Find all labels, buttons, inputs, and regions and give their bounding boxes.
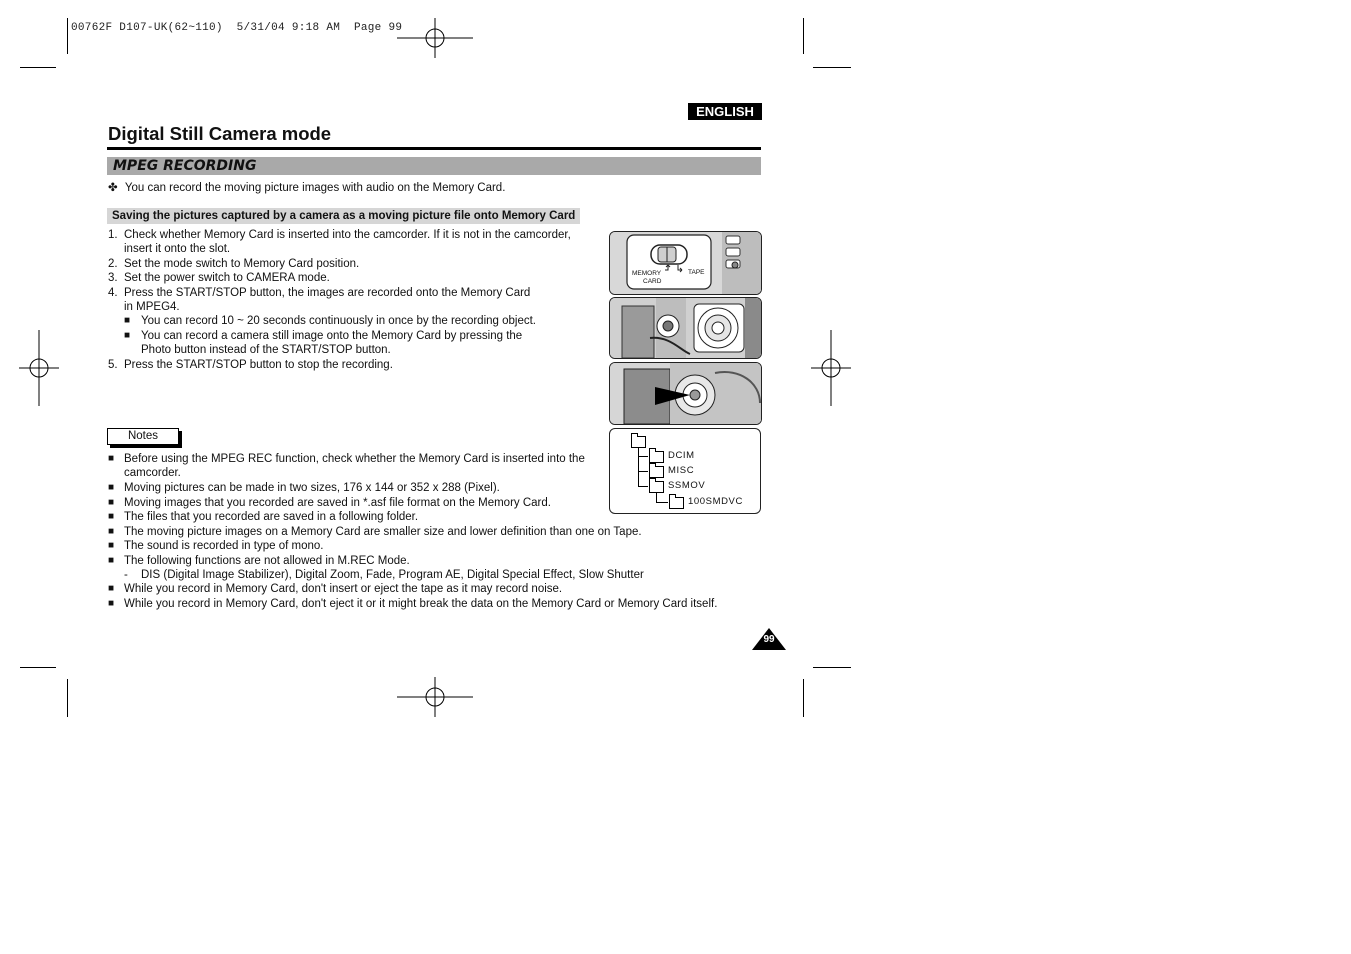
- tree-connector: [656, 502, 668, 503]
- page-number: 99: [763, 634, 775, 645]
- step-text: Press the START/STOP button, the images are recorded onto the Memory Card: [124, 287, 531, 299]
- mode-switch-illustration: [609, 231, 762, 295]
- intro-bullet-icon: ✤: [108, 182, 118, 194]
- bullet-icon: ■: [108, 555, 115, 566]
- switch-label-card: CARD: [643, 278, 662, 285]
- bullet-icon: ■: [108, 540, 115, 551]
- bullet-icon: ■: [124, 330, 131, 341]
- registration-mark-icon: [811, 330, 851, 406]
- section-title: MPEG RECORDING: [113, 158, 257, 174]
- note-text: The moving picture images on a Memory Card are smaller size and lower definition than one on Tape.: [124, 526, 642, 538]
- step-number: 5.: [108, 359, 118, 371]
- crop-mark: [67, 679, 68, 717]
- bullet-icon: ■: [108, 511, 115, 522]
- procedure-subheading: Saving the pictures captured by a camera as a moving picture file onto Memory Card: [107, 208, 580, 224]
- crop-mark: [803, 679, 804, 717]
- folder-label-ssmov: SSMOV: [668, 480, 706, 491]
- step-number: 2.: [108, 258, 118, 270]
- tree-connector: [656, 492, 657, 502]
- note-text: The following functions are not allowed in M.REC Mode.: [124, 555, 410, 567]
- tree-connector: [638, 456, 648, 457]
- bullet-icon: ■: [124, 315, 131, 326]
- note-text: The sound is recorded in type of mono.: [124, 540, 324, 552]
- bullet-icon: ■: [108, 526, 115, 537]
- crop-mark: [20, 667, 56, 668]
- note-text: While you record in Memory Card, don't eject it or it might break the data on the Memory Card or Memory Card itself.: [124, 598, 718, 610]
- switch-label-memory: MEMORY: [632, 270, 662, 277]
- step-text: in MPEG4.: [124, 301, 180, 313]
- camcorder-switch-icon: [610, 232, 761, 294]
- step-number: 4.: [108, 287, 118, 299]
- crop-mark: [67, 18, 68, 54]
- crop-mark: [20, 67, 56, 68]
- misc-folder-icon: [649, 466, 664, 478]
- tree-connector: [638, 471, 648, 472]
- step-subnote: You can record 10 ~ 20 seconds continuously in once by the recording object.: [141, 315, 536, 327]
- switch-label-tape: TAPE: [688, 269, 705, 276]
- note-text: The files that you recorded are saved in a following folder.: [124, 511, 419, 523]
- crop-mark: [803, 18, 804, 54]
- bullet-icon: ■: [108, 482, 115, 493]
- language-badge: ENGLISH: [688, 103, 762, 120]
- note-text: While you record in Memory Card, don't insert or eject the tape as it may record noise.: [124, 583, 563, 595]
- smdvc-folder-icon: [669, 497, 684, 509]
- print-header: 00762F D107-UK(62~110) 5/31/04 9:18 AM Page 99: [71, 22, 403, 34]
- bullet-icon: ■: [108, 497, 115, 508]
- tree-connector: [638, 447, 639, 486]
- crop-mark: [813, 667, 851, 668]
- step-text: insert it onto the slot.: [124, 243, 231, 255]
- step-text: Set the power switch to CAMERA mode.: [124, 272, 330, 284]
- step-subnote: Photo button instead of the START/STOP button.: [141, 344, 391, 356]
- crop-mark: [813, 67, 851, 68]
- note-text: Moving pictures can be made in two sizes, 176 x 144 or 352 x 288 (Pixel).: [124, 482, 500, 494]
- page-title: Digital Still Camera mode: [108, 123, 332, 144]
- step-number: 1.: [108, 229, 118, 241]
- intro-line: [108, 180, 505, 194]
- intro-text: You can record the moving picture images with audio on the Memory Card.: [124, 182, 506, 194]
- folder-label-dcim: DCIM: [668, 450, 695, 461]
- step-text: Set the mode switch to Memory Card position.: [124, 258, 360, 270]
- note-subtext: DIS (Digital Image Stabilizer), Digital Zoom, Fade, Program AE, Digital Special Effect, Slow Shutter: [141, 569, 644, 581]
- note-text: Moving images that you recorded are saved in *.asf file format on the Memory Card.: [124, 497, 551, 509]
- dcim-folder-icon: [649, 451, 664, 463]
- bullet-icon: ■: [108, 598, 115, 609]
- notes-label: Notes: [107, 428, 179, 445]
- title-rule: [107, 147, 761, 150]
- power-switch-illustration: [609, 297, 762, 359]
- registration-mark-icon: [19, 330, 59, 406]
- folder-label-100smdvc: 100SMDVC: [688, 496, 743, 507]
- step-text: Press the START/STOP button to stop the recording.: [124, 359, 393, 371]
- start-stop-button-icon: [610, 363, 761, 424]
- step-text: Check whether Memory Card is inserted into the camcorder. If it is not in the camcorder,: [124, 229, 571, 241]
- registration-mark-icon: [397, 18, 473, 58]
- folder-tree-diagram: [609, 428, 761, 514]
- note-text: camcorder.: [124, 467, 181, 479]
- tree-connector: [638, 486, 648, 487]
- note-text: Before using the MPEG REC function, check whether the Memory Card is inserted into the: [124, 453, 585, 465]
- registration-mark-icon: [397, 677, 473, 717]
- bullet-icon: ■: [108, 583, 115, 594]
- step-number: 3.: [108, 272, 118, 284]
- bullet-icon: ■: [108, 453, 115, 464]
- step-subnote: You can record a camera still image onto the Memory Card by pressing the: [141, 330, 523, 342]
- folder-label-misc: MISC: [668, 465, 695, 476]
- note-dash: -: [124, 569, 128, 581]
- start-stop-illustration: [609, 362, 762, 425]
- power-dial-icon: [610, 298, 761, 358]
